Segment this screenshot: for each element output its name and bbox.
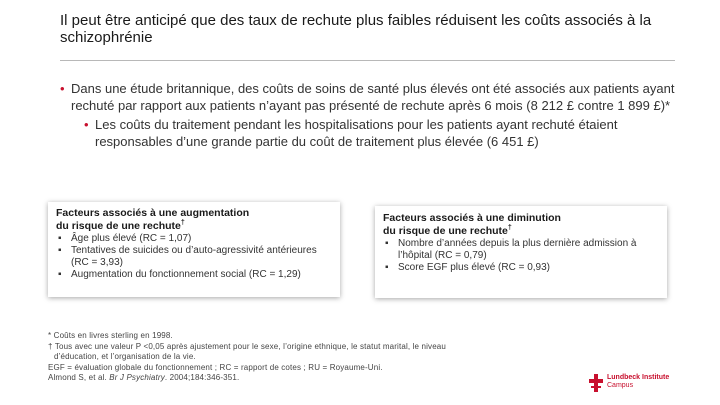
- risk-decrease-title-line1: Facteurs associés à une diminution: [383, 212, 561, 224]
- bullet-marker: •: [84, 117, 89, 132]
- list-item-text: Augmentation du fonctionnement social (RC = 1,29): [71, 269, 301, 280]
- slide-title: Il peut être anticipé que des taux de rechute plus faibles réduisent les coûts associés à la schizophrénie: [60, 12, 652, 46]
- bullet-main: [60, 80, 690, 114]
- bullet-main-text: Dans une étude britannique, des coûts de soins de santé plus élevés ont été associés aux patients ayant rechuté par rapport aux patients n’ayant pas présenté de rechute après 6 mois (8 212 £ contre 1 899 £)*: [71, 81, 675, 113]
- square-bullet-icon: ▪: [385, 238, 389, 249]
- footnote-currency: * Coûts en livres sterling en 1998.: [48, 331, 173, 340]
- reference-journal: Br J Psychiatry: [109, 373, 165, 382]
- bullet-sub-text: Les coûts du traitement pendant les hospitalisations pour les patients ayant rechuté étaient responsables d’une grande partie du coût de traitement plus élevée (6 451 £): [95, 117, 618, 149]
- list-item: [383, 262, 659, 274]
- logo-text-sub: Campus: [607, 382, 634, 389]
- list-item: [383, 238, 659, 262]
- list-item: [56, 245, 332, 269]
- bullet-marker: •: [60, 81, 65, 96]
- risk-increase-list: [56, 233, 332, 281]
- risk-increase-box: [48, 202, 340, 297]
- lundbeck-logo-icon: [588, 374, 604, 392]
- logo-text-main: Lundbeck Institute: [607, 374, 670, 381]
- risk-increase-title: [56, 207, 332, 232]
- footnotes: [48, 331, 448, 384]
- lundbeck-logo: [588, 372, 698, 398]
- square-bullet-icon: ▪: [58, 233, 62, 244]
- square-bullet-icon: ▪: [58, 245, 62, 256]
- title-divider: [60, 60, 675, 61]
- risk-decrease-title-line2: du risque de une rechute: [383, 224, 508, 237]
- square-bullet-icon: ▪: [385, 262, 389, 273]
- reference-authors: Almond S, et al.: [48, 373, 110, 382]
- footnote-abbreviations: EGF = évaluation globale du fonctionnement ; RC = rapport de cotes ; RU = Royaume-Uni.: [48, 362, 383, 372]
- risk-increase-title-line1: Facteurs associés à une augmentation: [56, 207, 250, 219]
- list-item-text: Âge plus élevé (RC = 1,07): [71, 233, 192, 244]
- footnote-significance: † Tous avec une valeur P <0,05 après ajustement pour le sexe, l’origine ethnique, le statut marital, le niveau d’éducation, et l’organisation de la vie.: [48, 341, 446, 361]
- dagger-mark: †: [507, 224, 512, 231]
- square-bullet-icon: ▪: [58, 269, 62, 280]
- reference: [48, 373, 448, 384]
- bullet-list: [60, 80, 690, 150]
- dagger-mark: †: [180, 219, 185, 226]
- risk-decrease-title: [383, 212, 659, 237]
- list-item-text: Score EGF plus élevé (RC = 0,93): [398, 262, 551, 273]
- risk-decrease-box: [375, 206, 667, 298]
- risk-decrease-list: [383, 238, 659, 274]
- risk-increase-title-line2: du risque de une rechute: [56, 219, 181, 232]
- reference-details: . 2004;184:346-351.: [164, 373, 240, 382]
- bullet-sub: [60, 116, 690, 150]
- list-item-text: Nombre d’années depuis la plus dernière admission à l’hôpital (RC = 0,79): [398, 238, 637, 261]
- list-item-text: Tentatives de suicides ou d’auto-agressivité antérieures (RC = 3,93): [71, 245, 317, 268]
- list-item: [56, 233, 332, 245]
- list-item: [56, 269, 332, 281]
